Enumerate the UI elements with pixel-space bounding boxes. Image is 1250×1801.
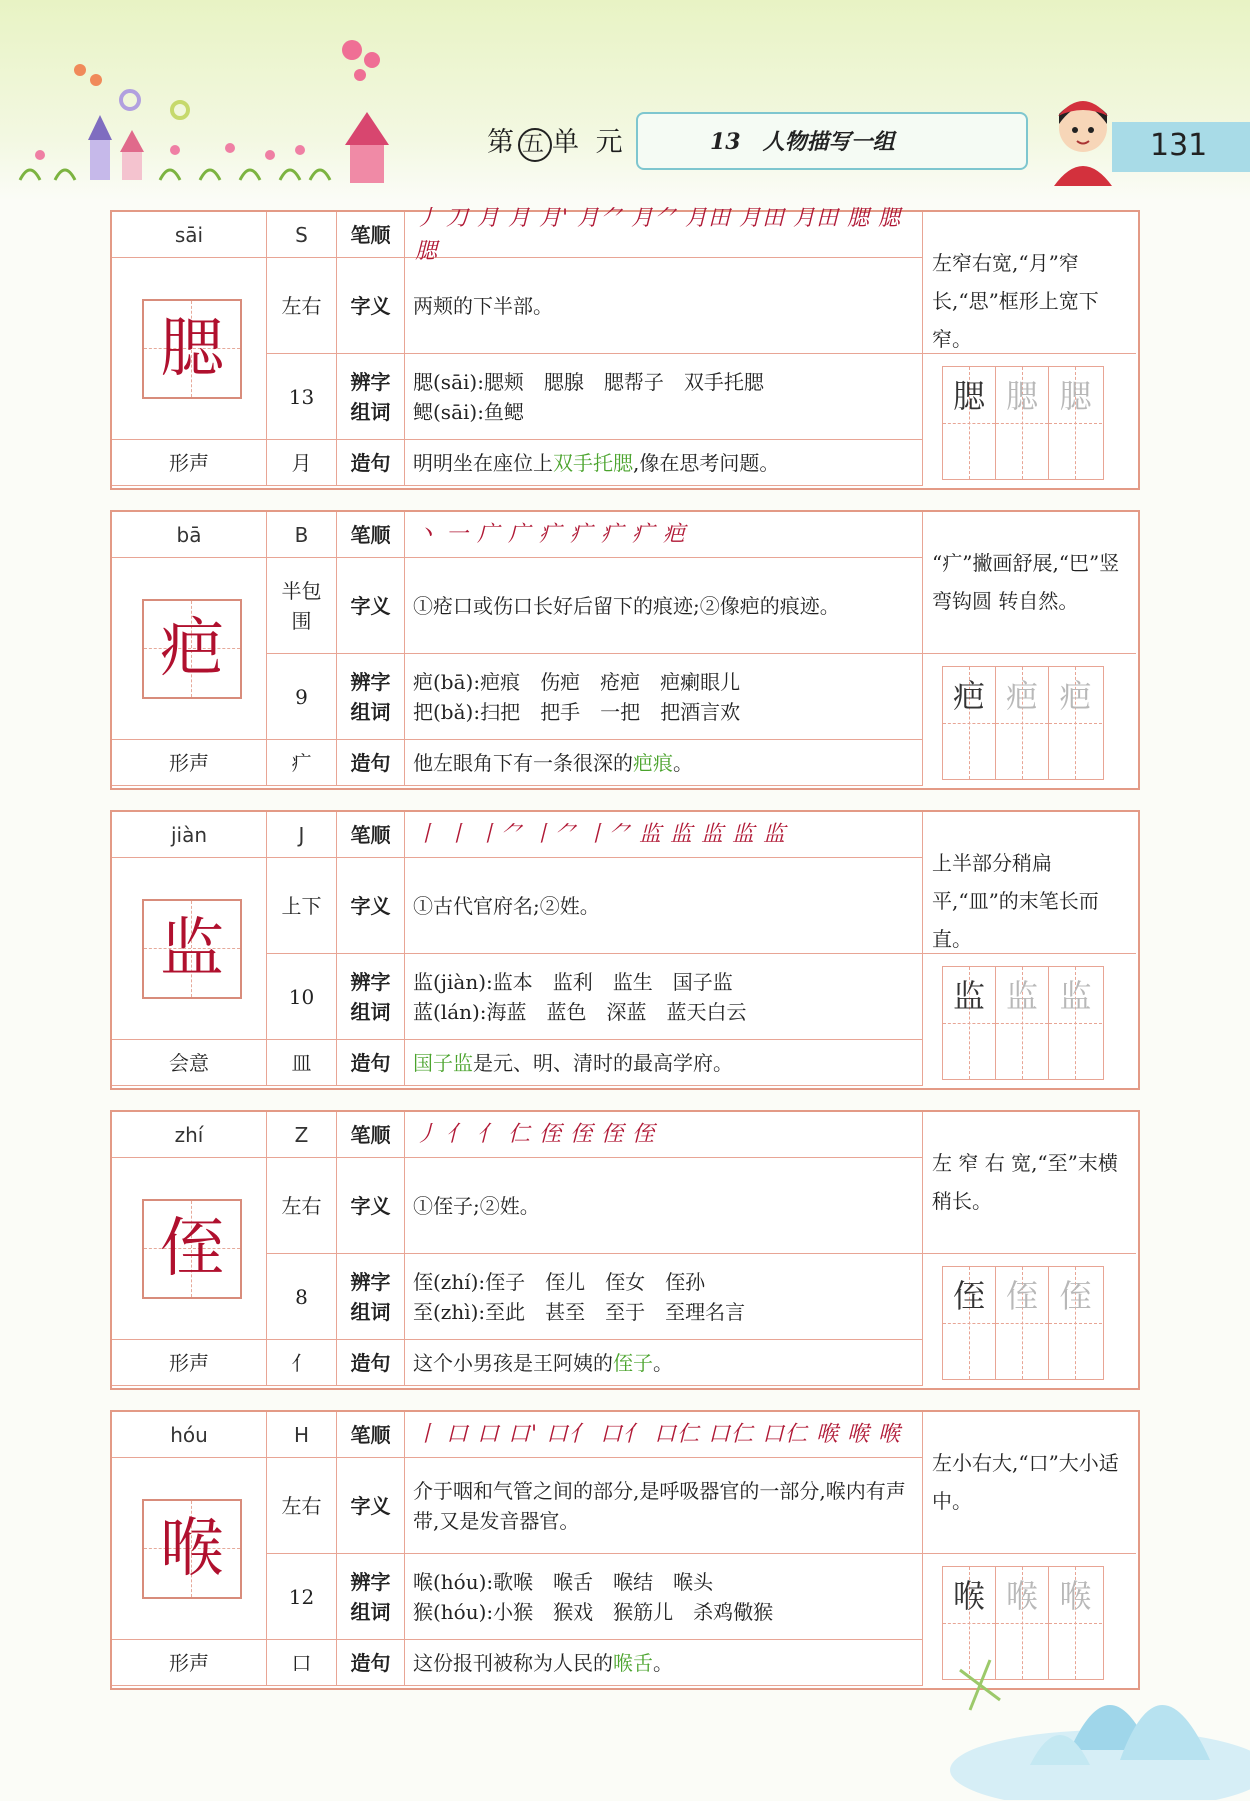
bianzi-line-1: 疤(bā):疤痕 伤疤 疮疤 疤瘌眼儿 xyxy=(413,669,741,694)
bianzi-line-2: 鳃(sāi):鱼鳃 xyxy=(413,399,524,424)
practice-char-trace: 喉 xyxy=(1059,1577,1092,1615)
zaoju-label: 造句 xyxy=(337,1340,405,1386)
word-group-cell xyxy=(405,1554,923,1640)
bishun-label: 笔顺 xyxy=(337,212,405,258)
zaoju-label: 造句 xyxy=(337,1640,405,1686)
character-card xyxy=(110,810,1140,1090)
structure-cell: 上下 xyxy=(267,858,337,954)
structure-cell: 左右 xyxy=(267,258,337,354)
zuci-label: 组词 xyxy=(350,699,391,724)
sentence-pre: 他左眼角下有一条很深的 xyxy=(413,750,633,775)
sentence-pre: 这个小男孩是王阿姨的 xyxy=(413,1350,613,1375)
zuci-label: 组词 xyxy=(350,999,391,1024)
sentence-post: 。 xyxy=(653,1650,673,1675)
stroke-count-cell: 10 xyxy=(267,954,337,1040)
writing-tip: 左 窄 右 宽,“至”末横稍长。 xyxy=(932,1151,1118,1213)
meaning-cell: ①侄子;②姓。 xyxy=(405,1158,923,1254)
practice-char-trace: 监 xyxy=(1005,977,1038,1015)
bianzi-line-2: 蓝(lán):海蓝 蓝色 深蓝 蓝天白云 xyxy=(413,999,747,1024)
word-group-cell xyxy=(405,1254,923,1340)
stroke-order: 丨 口 口 口' 口亻 口亻 口仁 口仁 口仁 喉 喉 喉 xyxy=(405,1412,923,1458)
zaoju-label: 造句 xyxy=(337,740,405,786)
stroke-count-cell: 13 xyxy=(267,354,337,440)
practice-char-dark: 腮 xyxy=(952,377,985,415)
sentence-highlight: 喉舌 xyxy=(613,1650,653,1675)
structure-cell: 左右 xyxy=(267,1458,337,1554)
big-char-box xyxy=(142,1499,242,1599)
zuci-label: 组词 xyxy=(350,399,391,424)
big-char: 疤 xyxy=(160,612,224,686)
stroke-order: 丿 亻 亻 仁 侄 侄 侄 侄 xyxy=(405,1112,923,1158)
bianzi-zuci-label xyxy=(337,954,405,1040)
word-group-cell xyxy=(405,954,923,1040)
bianzi-line-2: 至(zhì):至此 甚至 至于 至理名言 xyxy=(413,1299,746,1324)
practice-char-trace: 喉 xyxy=(1005,1577,1038,1615)
sentence-highlight: 疤痕 xyxy=(633,750,673,775)
formation-cell: 会意 xyxy=(112,1040,267,1086)
bianzi-line-1: 喉(hóu):歌喉 喉舌 喉结 喉头 xyxy=(413,1569,714,1594)
structure-cell: 左右 xyxy=(267,1158,337,1254)
big-char-cell xyxy=(112,258,267,440)
practice-grid xyxy=(942,966,1104,1080)
zaoju-label: 造句 xyxy=(337,440,405,486)
meaning-cell: ①古代官府名;②姓。 xyxy=(405,858,923,954)
sentence-cell xyxy=(405,440,923,486)
practice-char-dark: 喉 xyxy=(952,1577,985,1615)
bianzi-line-2: 把(bǎ):扫把 把手 一把 把酒言欢 xyxy=(413,699,741,724)
initial-letter-cell: S xyxy=(267,212,337,258)
radical-cell: 疒 xyxy=(267,740,337,786)
practice-char-trace: 腮 xyxy=(1059,377,1092,415)
practice-grid xyxy=(942,1266,1104,1380)
pinyin-cell: sāi xyxy=(112,212,267,258)
writing-tip: 左窄右宽,“月”窄长,“思”框形上宽下窄。 xyxy=(932,251,1099,351)
meaning-cell: ①疮口或伤口长好后留下的痕迹;②像疤的痕迹。 xyxy=(405,558,923,654)
writing-tip: “疒”撇画舒展,“巴”竖弯钩圆 转自然。 xyxy=(932,551,1120,613)
lotus-decoration-icon xyxy=(920,1600,1250,1800)
initial-letter-cell: H xyxy=(267,1412,337,1458)
practice-char-trace: 疤 xyxy=(1059,677,1092,715)
pinyin-cell: zhí xyxy=(112,1112,267,1158)
stroke-order: 丨 丨 丨⺈ 丨⺈ 丨⺈ 监 监 监 监 监 xyxy=(405,812,923,858)
big-char-box xyxy=(142,1199,242,1299)
radical-cell: 皿 xyxy=(267,1040,337,1086)
stroke-order: 丿 刀 月 月 月' 月⺈ 月⺈ 月田 月田 月田 腮 腮 腮 xyxy=(405,212,923,258)
bishun-label: 笔顺 xyxy=(337,512,405,558)
bishun-label: 笔顺 xyxy=(337,812,405,858)
lesson-title: 13 人物描写一组 xyxy=(710,129,895,155)
structure-cell: 半包围 xyxy=(267,558,337,654)
bianzi-label: 辨字 xyxy=(350,1569,391,1594)
zaoju-label: 造句 xyxy=(337,1040,405,1086)
pinyin-cell: bā xyxy=(112,512,267,558)
character-card xyxy=(110,1110,1140,1390)
sentence-cell xyxy=(405,1340,923,1386)
formation-cell: 形声 xyxy=(112,740,267,786)
bishun-label: 笔顺 xyxy=(337,1112,405,1158)
stroke-count-cell: 12 xyxy=(267,1554,337,1640)
decoration-houses-icon xyxy=(0,30,420,190)
unit-title: 第 五 单 元 xyxy=(487,120,627,162)
sentence-cell xyxy=(405,740,923,786)
sentence-highlight: 侄子 xyxy=(613,1350,653,1375)
bianzi-zuci-label xyxy=(337,1254,405,1340)
formation-cell: 形声 xyxy=(112,1640,267,1686)
practice-char-trace: 监 xyxy=(1059,977,1092,1015)
ziyi-label: 字义 xyxy=(337,858,405,954)
sentence-post: 。 xyxy=(673,750,693,775)
sentence-highlight: 国子监 xyxy=(413,1050,473,1075)
bianzi-label: 辨字 xyxy=(350,669,391,694)
bianzi-label: 辨字 xyxy=(350,369,391,394)
word-group-cell xyxy=(405,654,923,740)
stroke-order: 丶 一 广 广 疒 疒 疒 疒 疤 xyxy=(405,512,923,558)
sentence-post: 是元、明、清时的最高学府。 xyxy=(473,1050,733,1075)
zuci-label: 组词 xyxy=(350,1599,391,1624)
sentence-cell xyxy=(405,1640,923,1686)
sentence-highlight: 双手托腮 xyxy=(553,450,633,475)
pinyin-cell: hóu xyxy=(112,1412,267,1458)
character-card xyxy=(110,205,1140,490)
radical-cell: 月 xyxy=(267,440,337,486)
practice-grid xyxy=(942,666,1104,780)
bianzi-zuci-label xyxy=(337,1554,405,1640)
zuci-label: 组词 xyxy=(350,1299,391,1324)
boy-mascot-icon xyxy=(1040,86,1126,186)
big-char-cell xyxy=(112,1458,267,1640)
big-char-cell xyxy=(112,558,267,740)
big-char-box xyxy=(142,599,242,699)
sentence-post: 。 xyxy=(653,1350,673,1375)
radical-cell: 亻 xyxy=(267,1340,337,1386)
big-char-cell xyxy=(112,858,267,1040)
character-card xyxy=(110,510,1140,790)
sentence-pre: 这份报刊被称为人民的 xyxy=(413,1650,613,1675)
big-char-box xyxy=(142,299,242,399)
practice-char-dark: 监 xyxy=(952,977,985,1015)
radical-cell: 口 xyxy=(267,1640,337,1686)
writing-tip: 左小右大,“口”大小适中。 xyxy=(932,1451,1119,1513)
formation-cell: 形声 xyxy=(112,440,267,486)
bianzi-label: 辨字 xyxy=(350,1269,391,1294)
sentence-cell xyxy=(405,1040,923,1086)
ziyi-label: 字义 xyxy=(337,1158,405,1254)
big-char: 监 xyxy=(160,912,224,986)
ziyi-label: 字义 xyxy=(337,258,405,354)
formation-cell: 形声 xyxy=(112,1340,267,1386)
sentence-post: ,像在思考问题。 xyxy=(633,450,780,475)
sentence-pre: 明明坐在座位上 xyxy=(413,450,553,475)
big-char-box xyxy=(142,899,242,999)
practice-char-trace: 腮 xyxy=(1005,377,1038,415)
practice-char-trace: 侄 xyxy=(1059,1277,1092,1315)
initial-letter-cell: Z xyxy=(267,1112,337,1158)
bianzi-zuci-label xyxy=(337,654,405,740)
ziyi-label: 字义 xyxy=(337,558,405,654)
meaning-cell: 两颊的下半部。 xyxy=(405,258,923,354)
ziyi-label: 字义 xyxy=(337,1458,405,1554)
practice-char-trace: 疤 xyxy=(1005,677,1038,715)
bianzi-zuci-label xyxy=(337,354,405,440)
bianzi-label: 辨字 xyxy=(350,969,391,994)
bishun-label: 笔顺 xyxy=(337,1412,405,1458)
pinyin-cell: jiàn xyxy=(112,812,267,858)
initial-letter-cell: B xyxy=(267,512,337,558)
big-char-cell xyxy=(112,1158,267,1340)
stroke-count-cell: 9 xyxy=(267,654,337,740)
word-group-cell xyxy=(405,354,923,440)
writing-tip: 上半部分稍扁平,“皿”的末笔长而直。 xyxy=(932,851,1099,951)
stroke-count-cell: 8 xyxy=(267,1254,337,1340)
big-char: 腮 xyxy=(160,312,224,386)
bianzi-line-1: 监(jiàn):监本 监利 监生 国子监 xyxy=(413,969,733,994)
bianzi-line-1: 腮(sāi):腮颊 腮腺 腮帮子 双手托腮 xyxy=(413,369,764,394)
big-char: 喉 xyxy=(160,1512,224,1586)
practice-grid xyxy=(942,366,1104,480)
practice-char-trace: 侄 xyxy=(1005,1277,1038,1315)
practice-char-dark: 疤 xyxy=(952,677,985,715)
bianzi-line-1: 侄(zhí):侄子 侄儿 侄女 侄孙 xyxy=(413,1269,706,1294)
meaning-cell: 介于咽和气管之间的部分,是呼吸器官的一部分,喉内有声带,又是发音器官。 xyxy=(405,1458,923,1554)
big-char: 侄 xyxy=(160,1212,224,1286)
practice-char-dark: 侄 xyxy=(952,1277,985,1315)
page-header xyxy=(0,0,1250,200)
initial-letter-cell: J xyxy=(267,812,337,858)
bianzi-line-2: 猴(hóu):小猴 猴戏 猴筋儿 杀鸡儆猴 xyxy=(413,1599,774,1624)
page-number: 131 xyxy=(1150,128,1208,163)
